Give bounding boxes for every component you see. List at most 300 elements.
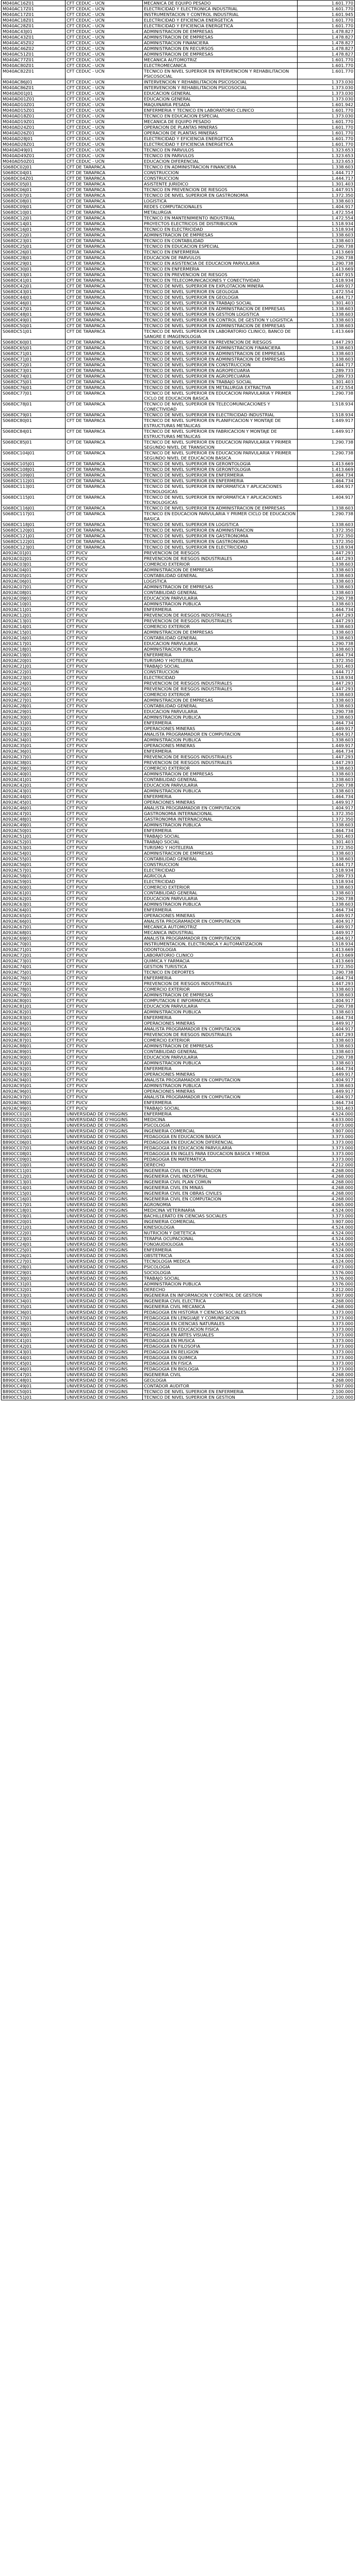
institution-cell: CFT PUCV [66, 953, 143, 958]
tuition-value-cell: 1.338.603 [298, 992, 355, 998]
program-code-cell: B890CC26J01 [2, 1253, 66, 1259]
table-row [2, 630, 355, 635]
program-code-cell: A092AC10J01 [2, 601, 66, 607]
institution-cell: CFT DE TARAPACA [66, 391, 143, 401]
table-row [2, 1264, 355, 1270]
table-row [2, 1083, 355, 1089]
institution-cell: CFT PUCV [66, 1060, 143, 1066]
tuition-value-cell: 1.338.603 [298, 562, 355, 567]
program-name-cell: ADMINISTRACION DE EMPRESAS [143, 771, 298, 777]
program-name-cell: PEDAGOGIA EN QUIMICA [143, 1355, 298, 1361]
program-code-cell: A092AC98J01 [2, 1100, 66, 1106]
program-name-cell: MEDICINA [143, 1117, 298, 1123]
institution-cell: CFT DE TARAPACA [66, 401, 143, 412]
tuition-value-cell: 3.907.000 [298, 1293, 355, 1298]
program-name-cell: EDUCACION PARVULARIA [143, 709, 298, 715]
tuition-value-cell: 1.338.603 [298, 312, 355, 317]
institution-cell: CFT DE TARAPACA [66, 329, 143, 340]
table-row [2, 1287, 355, 1293]
table-row [2, 1049, 355, 1055]
program-code-cell: S068DC41J01 [2, 278, 66, 283]
table-row [2, 345, 355, 351]
program-name-cell: ADMINISTRACION PUBLICA [143, 1083, 298, 1089]
institution-cell: CFT PUCV [66, 726, 143, 732]
tuition-value-cell: 4.268.000 [298, 1179, 355, 1185]
tuition-value-cell: 4.268.000 [298, 1168, 355, 1174]
tuition-value-cell: 1.404.917 [298, 1094, 355, 1100]
program-code-cell: B890CC37J01 [2, 1315, 66, 1321]
program-name-cell: TECNICO DE NIVEL SUPERIOR EN PREVENCION DE RIESGOS [143, 340, 298, 345]
institution-cell: CFT PUCV [66, 766, 143, 771]
tuition-value-cell: 4.212.000 [298, 1287, 355, 1293]
table-row [2, 1395, 355, 1400]
institution-cell: CFT PUCV [66, 862, 143, 868]
program-name-cell: TECNICO DE NIVEL SUPERIOR EN ADMINISTRACION FINANCIERA [143, 345, 298, 351]
tuition-value-cell: 1.518.934 [298, 227, 355, 232]
program-code-cell: B890CC31J01 [2, 1281, 66, 1287]
institution-cell: UNIVERSIDAD DE O'HIGGINS [66, 1304, 143, 1310]
institution-cell: CFT PUCV [66, 692, 143, 698]
institution-cell: CFT CEDUC - UCN [66, 91, 143, 96]
program-name-cell: PREVENCION DE RIESGOS INDUSTRIALES [143, 760, 298, 766]
program-code-cell: B890CC27J01 [2, 1259, 66, 1264]
program-name-cell: TECNICO DE NIVEL SUPERIOR EN GESTION [143, 1395, 298, 1400]
table-row [2, 902, 355, 907]
program-name-cell: ENFERMERIA [143, 975, 298, 981]
tuition-value-cell: 1.338.603 [298, 306, 355, 312]
program-name-cell: LABORATORIO CLINICO [143, 953, 298, 958]
program-name-cell: ADMINISTRACION PUBLICA [143, 788, 298, 794]
institution-cell: CFT PUCV [66, 930, 143, 936]
institution-cell: UNIVERSIDAD DE O'HIGGINS [66, 1117, 143, 1123]
program-code-cell: A092AC57J01 [2, 868, 66, 873]
program-code-cell: A092AC29J01 [2, 709, 66, 715]
program-name-cell: PEDAGOGIA EN FISICA [143, 1361, 298, 1366]
program-name-cell: CONSTRUCCION [143, 170, 298, 176]
tuition-value-cell: 1.518.934 [298, 401, 355, 412]
institution-cell: UNIVERSIDAD DE O'HIGGINS [66, 1327, 143, 1332]
program-code-cell: S068DC33J01 [2, 272, 66, 278]
tuition-value-cell: 1.301.403 [298, 181, 355, 187]
program-code-cell: M040AD50Z01 [2, 159, 66, 164]
table-row [2, 828, 355, 834]
program-code-cell: A092AC65J01 [2, 913, 66, 919]
program-code-cell: A092AC45J01 [2, 800, 66, 805]
program-name-cell: EDUCACION DIFERENCIAL [143, 159, 298, 164]
program-code-cell: B890CC07J01 [2, 1145, 66, 1151]
tuition-value-cell: 1.338.603 [298, 579, 355, 584]
program-name-cell: PEDAGOGIA EN BIOLOGIA [143, 1366, 298, 1372]
tuition-value-cell: 1.413.669 [298, 249, 355, 255]
program-code-cell: S068DC04Z01 [2, 176, 66, 181]
tuition-value-cell: 1.338.603 [298, 1049, 355, 1055]
institution-cell: CFT PUCV [66, 970, 143, 975]
tuition-value-cell: 4.268.000 [298, 1191, 355, 1196]
table-row [2, 125, 355, 130]
tuition-value-cell: 1.404.917 [298, 732, 355, 737]
institution-cell: CFT PUCV [66, 732, 143, 737]
program-code-cell: A092AC19J01 [2, 652, 66, 658]
program-name-cell: TECNICO DE NIVEL SUPERIOR EN ENFERMERIA [143, 1389, 298, 1395]
tuition-value-cell: 1.601.770 [298, 125, 355, 130]
table-row [2, 947, 355, 953]
tuition-value-cell: 1.372.350 [298, 658, 355, 664]
program-name-cell: ENFERMERIA [143, 749, 298, 754]
program-name-cell: TECNICO DE NIVEL SUPERIOR EN GEOLOGIA [143, 289, 298, 295]
program-code-cell: M040AD10Z01 [2, 102, 66, 108]
institution-cell: UNIVERSIDAD DE O'HIGGINS [66, 1355, 143, 1361]
program-name-cell: TECNICO EN PARVULOS [143, 147, 298, 153]
program-code-cell: B890CC25J01 [2, 1247, 66, 1253]
table-row [2, 357, 355, 362]
table-row [2, 890, 355, 896]
table-row [2, 300, 355, 306]
program-name-cell: PREVENCION DE RIESGOS INDUSTRIALES [143, 981, 298, 987]
program-name-cell: INGENIERIA CIVIL INDUSTRIAL [143, 1174, 298, 1179]
program-name-cell: ENFERMERIA [143, 828, 298, 834]
institution-cell: CFT PUCV [66, 896, 143, 902]
program-name-cell: INSTRUMENTACION Y CONTROL INDUSTRIAL [143, 12, 298, 18]
institution-cell: UNIVERSIDAD DE O'HIGGINS [66, 1253, 143, 1259]
table-row [2, 1111, 355, 1117]
program-name-cell: OBSTETRICIA [143, 1253, 298, 1259]
table-row [2, 461, 355, 467]
tuition-value-cell: 1.601.770 [298, 108, 355, 113]
institution-cell: CFT PUCV [66, 698, 143, 703]
tuition-value-cell: 1.447.293 [298, 618, 355, 624]
institution-cell: CFT DE TARAPACA [66, 221, 143, 227]
tuition-value-cell: 1.290.738 [298, 261, 355, 266]
table-row [2, 907, 355, 913]
institution-cell: CFT PUCV [66, 941, 143, 947]
program-code-cell: A092AC68J01 [2, 930, 66, 936]
tuition-value-cell: 4.268.000 [298, 1174, 355, 1179]
program-name-cell: ELECTRICIDAD Y EFICIENCIA ENERGETICA [143, 18, 298, 23]
program-name-cell: CONTABILIDAD GENERAL [143, 890, 298, 896]
table-row [2, 429, 355, 439]
table-row [2, 970, 355, 975]
institution-cell: CFT PUCV [66, 1032, 143, 1038]
institution-cell: CFT DE TARAPACA [66, 429, 143, 439]
program-code-cell: B890CC17J01 [2, 1202, 66, 1208]
institution-cell: UNIVERSIDAD DE O'HIGGINS [66, 1123, 143, 1128]
program-name-cell: TECNICO EN TELECOMUNICACIONES Y CONECTIVIDAD [143, 278, 298, 283]
tuition-value-cell: 1.601.770 [298, 142, 355, 147]
institution-cell: UNIVERSIDAD DE O'HIGGINS [66, 1276, 143, 1281]
program-name-cell: INTERVENCION Y REHABILITACION PSICOSOCIAL [143, 85, 298, 91]
program-code-cell: A092AC14J01 [2, 624, 66, 630]
program-code-cell: A092AC54J01 [2, 851, 66, 856]
table-row [2, 936, 355, 941]
tuition-value-cell: 1.338.603 [298, 624, 355, 630]
program-name-cell: OPERACIONES MINERAS [143, 1021, 298, 1026]
program-name-cell: CONSTRUCCION [143, 862, 298, 868]
tuition-value-cell: 4.268.000 [298, 1196, 355, 1202]
tuition-value-cell: 1.464.734 [298, 607, 355, 613]
tuition-value-cell: 1.601.770 [298, 1, 355, 6]
table-row [2, 1304, 355, 1310]
program-name-cell: ELECTRICIDAD Y ELECTRONICA INDUSTRIAL [143, 6, 298, 12]
institution-cell: CFT PUCV [66, 703, 143, 709]
institution-cell: CFT PUCV [66, 907, 143, 913]
table-row [2, 873, 355, 879]
table-row [2, 562, 355, 567]
institution-cell: CFT PUCV [66, 811, 143, 817]
table-row [2, 79, 355, 85]
institution-cell: CFT PUCV [66, 760, 143, 766]
program-name-cell: PSICOLOGIA [143, 1264, 298, 1270]
institution-cell: CFT CEDUC - UCN [66, 1, 143, 6]
table-row [2, 681, 355, 686]
table-row [2, 635, 355, 641]
program-code-cell: S068DC112J01 [2, 478, 66, 484]
institution-cell: CFT PUCV [66, 630, 143, 635]
tuition-value-cell: 1.601.770 [298, 18, 355, 23]
program-name-cell: ADMINISTRACION PUBLICA [143, 647, 298, 652]
program-name-cell: OPERACIONES MINERAS [143, 726, 298, 732]
program-name-cell: TECNICO DE NIVEL SUPERIOR EN EDUCACION PARVULARIA Y PRIMER SEGUNDO NIVEL DE EDUCACION BASICA [143, 450, 298, 461]
institution-cell: CFT PUCV [66, 635, 143, 641]
tuition-value-cell: 3.373.000 [298, 1327, 355, 1332]
program-code-cell: B890CC44J01 [2, 1355, 66, 1361]
program-name-cell: PREVENCION DE RIESGOS INDUSTRIALES [143, 613, 298, 618]
program-name-cell: ENFERMERIA Y TECNICO EN LABORATORIO CLINICO [143, 108, 298, 113]
institution-cell: CFT PUCV [66, 618, 143, 624]
tuition-value-cell: 1.372.350 [298, 964, 355, 970]
institution-cell: CFT DE TARAPACA [66, 472, 143, 478]
program-code-cell: M040AD18Z01 [2, 113, 66, 119]
tuition-value-cell: 1.372.350 [298, 533, 355, 539]
program-code-cell: A092AC21J01 [2, 664, 66, 669]
table-row [2, 1327, 355, 1332]
program-code-cell: A092AC24J01 [2, 681, 66, 686]
program-code-cell: S068DC30J01 [2, 266, 66, 272]
tuition-value-cell: 6.633.000 [298, 1117, 355, 1123]
program-name-cell: PEDAGOGIA EN MATEMATICA [143, 1157, 298, 1162]
institution-cell: CFT PUCV [66, 845, 143, 851]
program-name-cell: PEDAGOGIA EN INGLES PARA EDUCACION BASICA Y MEDIA [143, 1151, 298, 1157]
program-code-cell: A092AC44J01 [2, 794, 66, 800]
tuition-value-cell: 1.290.738 [298, 391, 355, 401]
institution-cell: CFT PUCV [66, 573, 143, 579]
table-row [2, 522, 355, 528]
program-name-cell: TECNICO EN NIVEL SUPERIOR EN INTERVENCION Y REHABILITACION PSICOSOCIAL [143, 69, 298, 79]
table-row [2, 1236, 355, 1242]
program-code-cell: A092AC67J01 [2, 924, 66, 930]
program-code-cell: S068DC05J01 [2, 181, 66, 187]
tuition-value-cell: 1.447.293 [298, 1032, 355, 1038]
institution-cell: UNIVERSIDAD DE O'HIGGINS [66, 1134, 143, 1140]
program-code-cell: B890CC15J01 [2, 1191, 66, 1196]
table-row [2, 913, 355, 919]
program-code-cell: A092AC73J01 [2, 958, 66, 964]
table-row [2, 851, 355, 856]
program-code-cell: A092AC18J01 [2, 647, 66, 652]
program-name-cell: TECNICO DE NIVEL SUPERIOR EN TELECOMUNICACIONES Y CONECTIVIDAD [143, 401, 298, 412]
program-code-cell: A092AC92J01 [2, 1066, 66, 1072]
tuition-value-cell: 3.373.000 [298, 1213, 355, 1219]
program-name-cell: LOGISTICA [143, 198, 298, 204]
institution-cell: CFT PUCV [66, 783, 143, 788]
tuition-value-cell: 1.447.293 [298, 754, 355, 760]
tuition-value-cell: 4.268.000 [298, 1185, 355, 1191]
program-code-cell: A092AC53J01 [2, 845, 66, 851]
table-row [2, 1157, 355, 1162]
tuition-value-cell: 1.338.603 [298, 890, 355, 896]
program-code-cell: S068DC42J01 [2, 283, 66, 289]
program-name-cell: PEDAGOGIA EN HISTORIA Y CIENCIAS SOCIALES [143, 1310, 298, 1315]
program-name-cell: PREVENCION DE RIESGOS INDUSTRIALES [143, 754, 298, 760]
institution-cell: CFT CEDUC - UCN [66, 12, 143, 18]
tuition-value-cell: 1.373.030 [298, 79, 355, 85]
tuition-value-cell: 1.413.669 [298, 467, 355, 472]
table-row [2, 618, 355, 624]
program-code-cell: B890CC36J01 [2, 1310, 66, 1315]
program-name-cell: TECNICO DE NIVEL SUPERIOR EN GERONTOLOGIA [143, 461, 298, 467]
table-row [2, 981, 355, 987]
tuition-value-cell: 2.100.000 [298, 1389, 355, 1395]
institution-cell: CFT DE TARAPACA [66, 181, 143, 187]
program-code-cell: A092AC36J01 [2, 749, 66, 754]
institution-cell: UNIVERSIDAD DE O'HIGGINS [66, 1298, 143, 1304]
program-name-cell: EDUCACION PARVULARIA [143, 1004, 298, 1009]
table-row [2, 822, 355, 828]
tuition-value-cell: 1.449.917 [298, 726, 355, 732]
tuition-value-cell: 1.373.030 [298, 113, 355, 119]
table-row [2, 930, 355, 936]
tuition-value-cell: 1.372.350 [298, 817, 355, 822]
tuition-value-cell: 4.073.000 [298, 1264, 355, 1270]
program-code-cell: M040AC82Z01 [2, 69, 66, 79]
program-code-cell: S068DC60J01 [2, 340, 66, 345]
program-name-cell: ADMINISTRACION PUBLICA [143, 715, 298, 720]
program-name-cell: TECNICO EN ENFERMERIA [143, 249, 298, 255]
institution-cell: CFT DE TARAPACA [66, 450, 143, 461]
program-code-cell: M040AC51Z01 [2, 52, 66, 57]
program-name-cell: ADMINISTRACION DE EMPRESAS [143, 29, 298, 35]
tuition-value-cell: 1.338.603 [298, 766, 355, 771]
program-code-cell: S068DC115J01 [2, 495, 66, 505]
program-code-cell: A092AC46J01 [2, 805, 66, 811]
program-name-cell: OPERACIONES MINERAS [143, 1072, 298, 1077]
table-row [2, 52, 355, 57]
tuition-value-cell: 1.338.603 [298, 1009, 355, 1015]
program-name-cell: TECNICO DE NIVEL SUPERIOR EN EDUCACION PARVULARIA Y PRIMER SEGUNDO NIVEL DE TRANSICION [143, 439, 298, 450]
institution-cell: CFT DE TARAPACA [66, 345, 143, 351]
institution-cell: CFT DE TARAPACA [66, 412, 143, 418]
program-name-cell: MECANICA DE EQUIPO PESADO [143, 1, 298, 6]
program-name-cell: INGENIERIA COMERCIAL [143, 1219, 298, 1225]
program-code-cell: S068DC06J01 [2, 187, 66, 193]
program-name-cell: PEDAGOGIA EN EDUCACION DIFERENCIAL [143, 1140, 298, 1145]
tuition-value-cell: 1.372.350 [298, 528, 355, 533]
tuition-value-cell: 4.524.000 [298, 1259, 355, 1264]
tuition-value-cell: 1.518.934 [298, 412, 355, 418]
program-name-cell: TECNICO EN EDUCACION ESPECIAL [143, 113, 298, 119]
program-code-cell: M040AC46Z02 [2, 46, 66, 52]
program-name-cell: GASTRONOMIA INTERNACIONAL [143, 817, 298, 822]
program-code-cell: A092AC93J01 [2, 1072, 66, 1077]
tuition-value-cell: 4.524.000 [298, 1253, 355, 1259]
tuition-value-cell: 1.478.827 [298, 52, 355, 57]
tuition-value-cell: 4.524.000 [298, 1236, 355, 1242]
institution-cell: CFT CEDUC - UCN [66, 29, 143, 35]
tuition-value-cell: 3.373.000 [298, 1338, 355, 1344]
tuition-value-cell: 1.301.403 [298, 664, 355, 669]
institution-cell: UNIVERSIDAD DE O'HIGGINS [66, 1338, 143, 1344]
program-code-cell: M040AD49J01 [2, 147, 66, 153]
tuition-value-cell: 1.338.603 [298, 584, 355, 590]
program-code-cell: A092AC48J01 [2, 817, 66, 822]
table-row [2, 805, 355, 811]
program-code-cell: A092AC83J01 [2, 1015, 66, 1021]
program-name-cell: TECNICO DE NIVEL SUPERIOR EN ENFERMERIA [143, 472, 298, 478]
tuition-value-cell: 1.372.350 [298, 845, 355, 851]
tuition-value-cell: 4.065.000 [298, 1202, 355, 1208]
program-code-cell: S068DC10J01 [2, 210, 66, 215]
institution-cell: UNIVERSIDAD DE O'HIGGINS [66, 1383, 143, 1389]
tuition-value-cell: 1.518.934 [298, 545, 355, 550]
program-code-cell: S068DC84J01 [2, 429, 66, 439]
program-name-cell: AGRONOMIA [143, 1202, 298, 1208]
table-row [2, 1247, 355, 1253]
program-code-cell: A092AC47J01 [2, 811, 66, 817]
program-name-cell: ADMINISTRACION DE EMPRESAS [143, 698, 298, 703]
tuition-value-cell: 1.447.293 [298, 681, 355, 686]
tuition-value-cell: 1.464.734 [298, 478, 355, 484]
tuition-value-cell: 4.524.000 [298, 1230, 355, 1236]
program-name-cell: ODONTOLOGIA [143, 947, 298, 953]
table-row [2, 1315, 355, 1321]
program-code-cell: A092AC28J01 [2, 703, 66, 709]
tuition-value-cell: 1.601.945 [298, 12, 355, 18]
institution-cell: CFT CEDUC - UCN [66, 6, 143, 12]
institution-cell: CFT PUCV [66, 1043, 143, 1049]
program-code-cell: B890CC39J01 [2, 1327, 66, 1332]
program-code-cell: A092AC05J01 [2, 573, 66, 579]
program-name-cell: GASTRONOMIA INTERNACIONAL [143, 811, 298, 817]
program-code-cell: B890CC48J01 [2, 1378, 66, 1383]
tuition-value-cell: 1.290.738 [298, 439, 355, 450]
tuition-value-cell: 3.373.000 [298, 1366, 355, 1372]
institution-cell: UNIVERSIDAD DE O'HIGGINS [66, 1128, 143, 1134]
program-name-cell: ADMINISTRACION PUBLICA [143, 1281, 298, 1287]
tuition-value-cell: 3.373.000 [298, 1310, 355, 1315]
table-row [2, 1361, 355, 1366]
table-row [2, 550, 355, 556]
tuition-value-cell: 1.464.734 [298, 472, 355, 478]
program-code-cell: A092AC25J01 [2, 686, 66, 692]
institution-cell: UNIVERSIDAD DE O'HIGGINS [66, 1259, 143, 1264]
table-row [2, 1196, 355, 1202]
institution-cell: CFT CEDUC - UCN [66, 159, 143, 164]
institution-cell: CFT CEDUC - UCN [66, 119, 143, 125]
tuition-value-cell: 4.524.000 [298, 1208, 355, 1213]
table-row [2, 1162, 355, 1168]
tuition-value-cell: 1.404.917 [298, 495, 355, 505]
table-row [2, 187, 355, 193]
program-name-cell: TECNICO DE NIVEL SUPERIOR EN LOGISTICA [143, 522, 298, 528]
institution-cell: UNIVERSIDAD DE O'HIGGINS [66, 1151, 143, 1157]
program-name-cell: MEDICINA VETERINARIA [143, 1208, 298, 1213]
institution-cell: CFT CEDUC - UCN [66, 96, 143, 102]
institution-cell: CFT CEDUC - UCN [66, 136, 143, 142]
table-row [2, 323, 355, 329]
program-name-cell: TURISMO Y HOTELERIA [143, 658, 298, 664]
table-row [2, 658, 355, 664]
table-row [2, 46, 355, 52]
institution-cell: CFT DE TARAPACA [66, 272, 143, 278]
